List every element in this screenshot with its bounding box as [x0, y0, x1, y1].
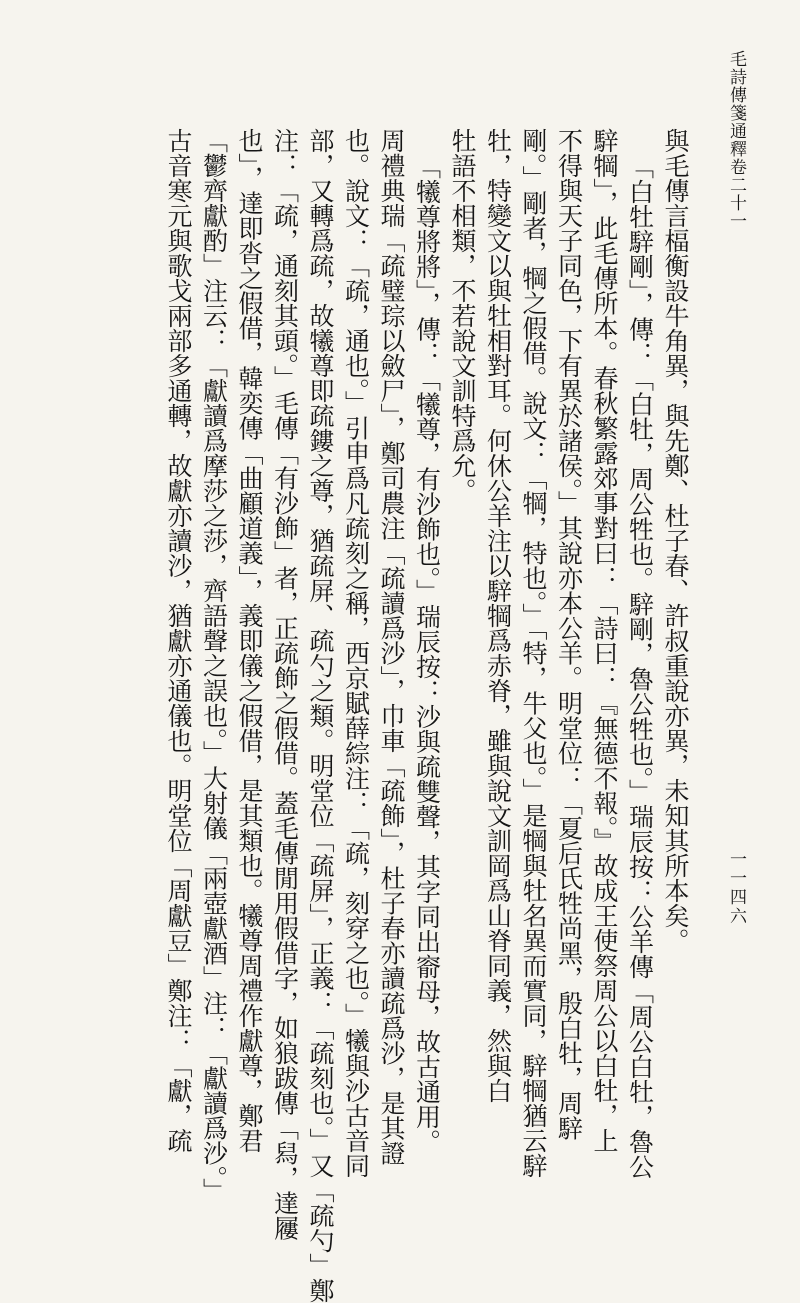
text-column: 古音寒元與歌戈兩部多通轉，故獻亦讀沙，猶獻亦通儀也。明堂位「周獻豆」鄭注：「獻，疏 — [164, 128, 193, 1153]
text-column: 也。說文：「疏，通也。」引申爲凡疏刻之稱，西京賦薛綜注：「疏，刻穿之也。」犧與沙古音同 — [341, 128, 371, 1178]
text-column: 也」，達即沓之假借，韓奕傳「曲顧道義」，義即儀之假借，是其類也。犧尊周禮作獻尊，鄭君 — [235, 128, 264, 1153]
page-number: 一一四六 — [726, 850, 746, 926]
text-column: 牡，特變文以與牡相對耳。何休公羊注以騂犅爲赤脊，雖與說文訓岡爲山脊同義，然與白 — [483, 128, 513, 1103]
running-header-title: 毛詩傳箋通釋卷二十一 — [726, 50, 746, 230]
text-column: 「白牡騂剛」，傳：「白牡，周公牲也。騂剛，魯公牲也。」瑞辰按：公羊傳「周公白牡，魯公 — [625, 154, 655, 1179]
text-column: 騂犅」，此毛傳所本。春秋繁露郊事對曰：「詩曰：『無德不報。』故成王使祭周公以白牡，上 — [590, 128, 619, 1153]
text-columns — [68, 128, 690, 1303]
text-column: 不得與天子同色，下有異於諸侯。」其說亦本公羊。明堂位：「夏后氏牲尚黑，殷白牡，周騂 — [554, 128, 584, 1141]
text-column: 牡語不相類，不若說文訓特爲允。 — [448, 128, 477, 503]
text-column: 剛。」剛者，犅之假借。說文：「犅，特也。」「特，牛父也。」是犅與牡名異而實同，騂犅猶云騂 — [519, 128, 548, 1178]
text-column: 周禮典瑞「疏璧琮以斂尸」，鄭司農注「疏讀爲沙」，巾車「疏飾」，杜子春亦讀疏爲沙，是其證 — [377, 128, 406, 1166]
text-column: 部，又轉爲疏，故犧尊即疏鏤之尊，猶疏屏、疏勺之類。明堂位「疏屏」，正義：「疏刻也。」又「疏勺」鄭 — [306, 128, 335, 1303]
text-column: 注：「疏，通刻其頭。」毛傳「有沙飾」者，正疏飾之假借。蓋毛傳閒用假借字，如狼跋傳「舄，達屨 — [270, 128, 300, 1241]
text-column: 與毛傳言楅衡設牛角異，與先鄭、杜子春、許叔重說亦異，未知其所本矣。 — [661, 128, 690, 953]
text-column: 「鬱齊獻酌」注云：「獻讀爲摩莎之莎，齊語聲之誤也。」大射儀「兩壺獻酒」注：「獻讀爲沙。」 — [199, 128, 229, 1203]
text-column: 「犧尊將將」，傳：「犧尊，有沙飾也。」瑞辰按：沙與疏雙聲，其字同出窬母，故古通用。 — [412, 154, 442, 1154]
